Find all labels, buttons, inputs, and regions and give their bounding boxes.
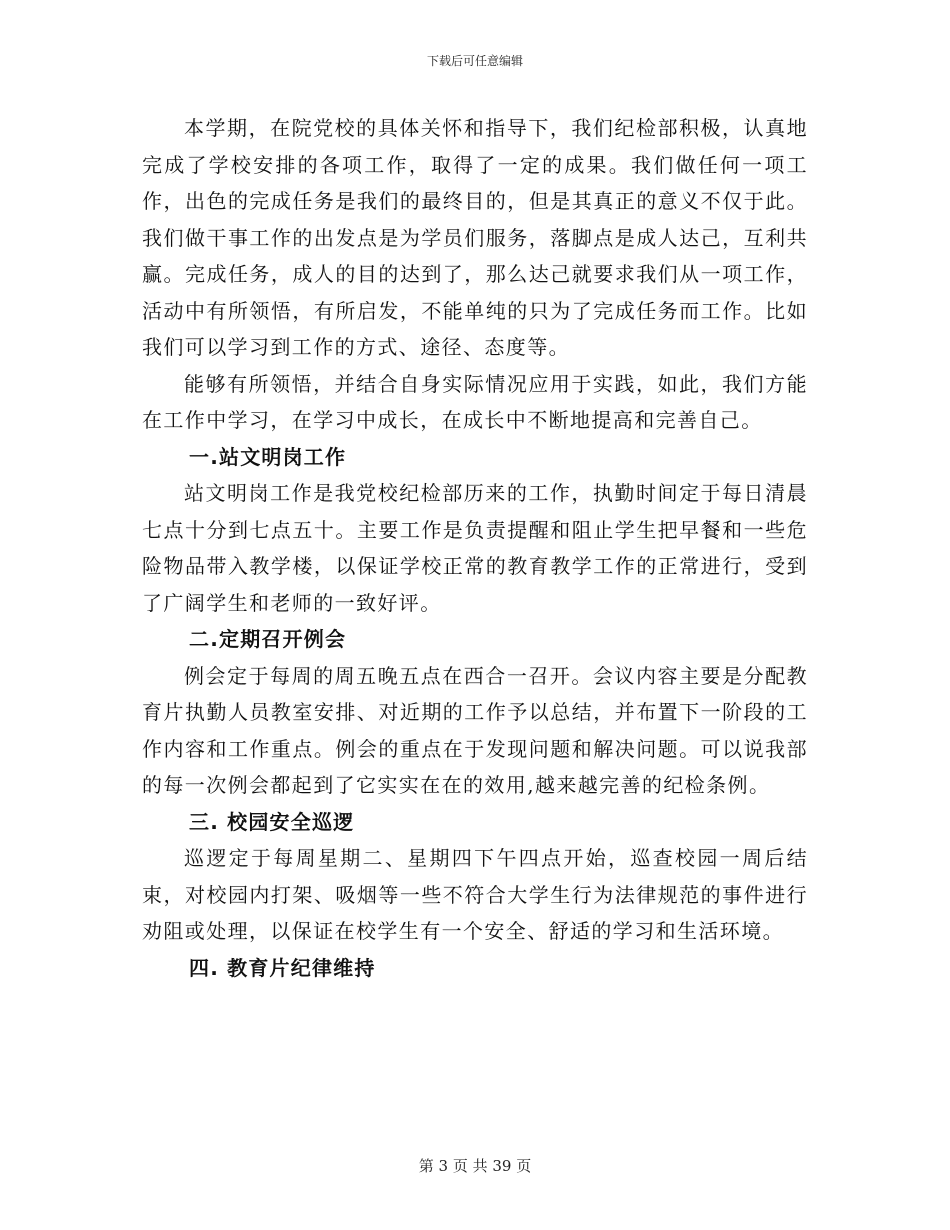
- section-body-3: 巡逻定于每周星期二、星期四下午四点开始，巡查校园一周后结束，对校园内打架、吸烟等一些不符合大学生行为法律规范的事件进行劝阻或处理，以保证在校学生有一个安全、舒适的学习和生活环境。: [142, 846, 808, 943]
- section-heading-4: 四. 教育片纪律维持: [189, 955, 376, 980]
- page-number: 第 3 页 共 39 页: [418, 1157, 532, 1175]
- section-body-2: 例会定于每周的周五晚五点在西合一召开。会议内容主要是分配教育片执勤人员教室安排、对近期的工作予以总结，并布置下一阶段的工作内容和工作重点。例会的重点在于发现问题和解决问题。可以说我部的每一次例会都起到了它实实在在的效用,越来越完善的纪检条例。: [142, 663, 808, 797]
- section-heading-2: 二.定期召开例会: [189, 627, 347, 651]
- section-body-1: 站文明岗工作是我党校纪检部历来的工作，执勤时间定于每日清晨七点十分到七点五十。主要工作是负责提醒和阻止学生把早餐和一些危险物品带入教学楼，以保证学校正常的教育教学工作的正常进行，受到了广阔学生和老师的一致好评。: [142, 481, 808, 615]
- section-heading-1: 一.站文明岗工作: [189, 444, 347, 469]
- section-heading-3: 三. 校园安全巡逻: [189, 809, 355, 834]
- intro-paragraph-1: 本学期，在院党校的具体关怀和指导下，我们纪检部积极，认真地完成了学校安排的各项工作，取得了一定的成果。我们做任何一项工作，出色的完成任务是我们的最终目的，但是其真正的意义不仅于此。我们做干事工作的出发点是为学员们服务，落脚点是成人达己，互利共赢。完成任务，成人的目的达到了，那么达己就要求我们从一项工作，活动中有所领悟，有所启发，不能单纯的只为了完成任务而工作。比如我们可以学习到工作的方式、途径、态度等。: [142, 116, 808, 359]
- intro-paragraph-2: 能够有所领悟，并结合自身实际情况应用于实践，如此，我们方能在工作中学习，在学习中成长，在成长中不断地提高和完善自己。: [142, 371, 808, 432]
- document-body: [142, 110, 808, 986]
- page-header-note: 下载后可任意编辑: [426, 54, 523, 68]
